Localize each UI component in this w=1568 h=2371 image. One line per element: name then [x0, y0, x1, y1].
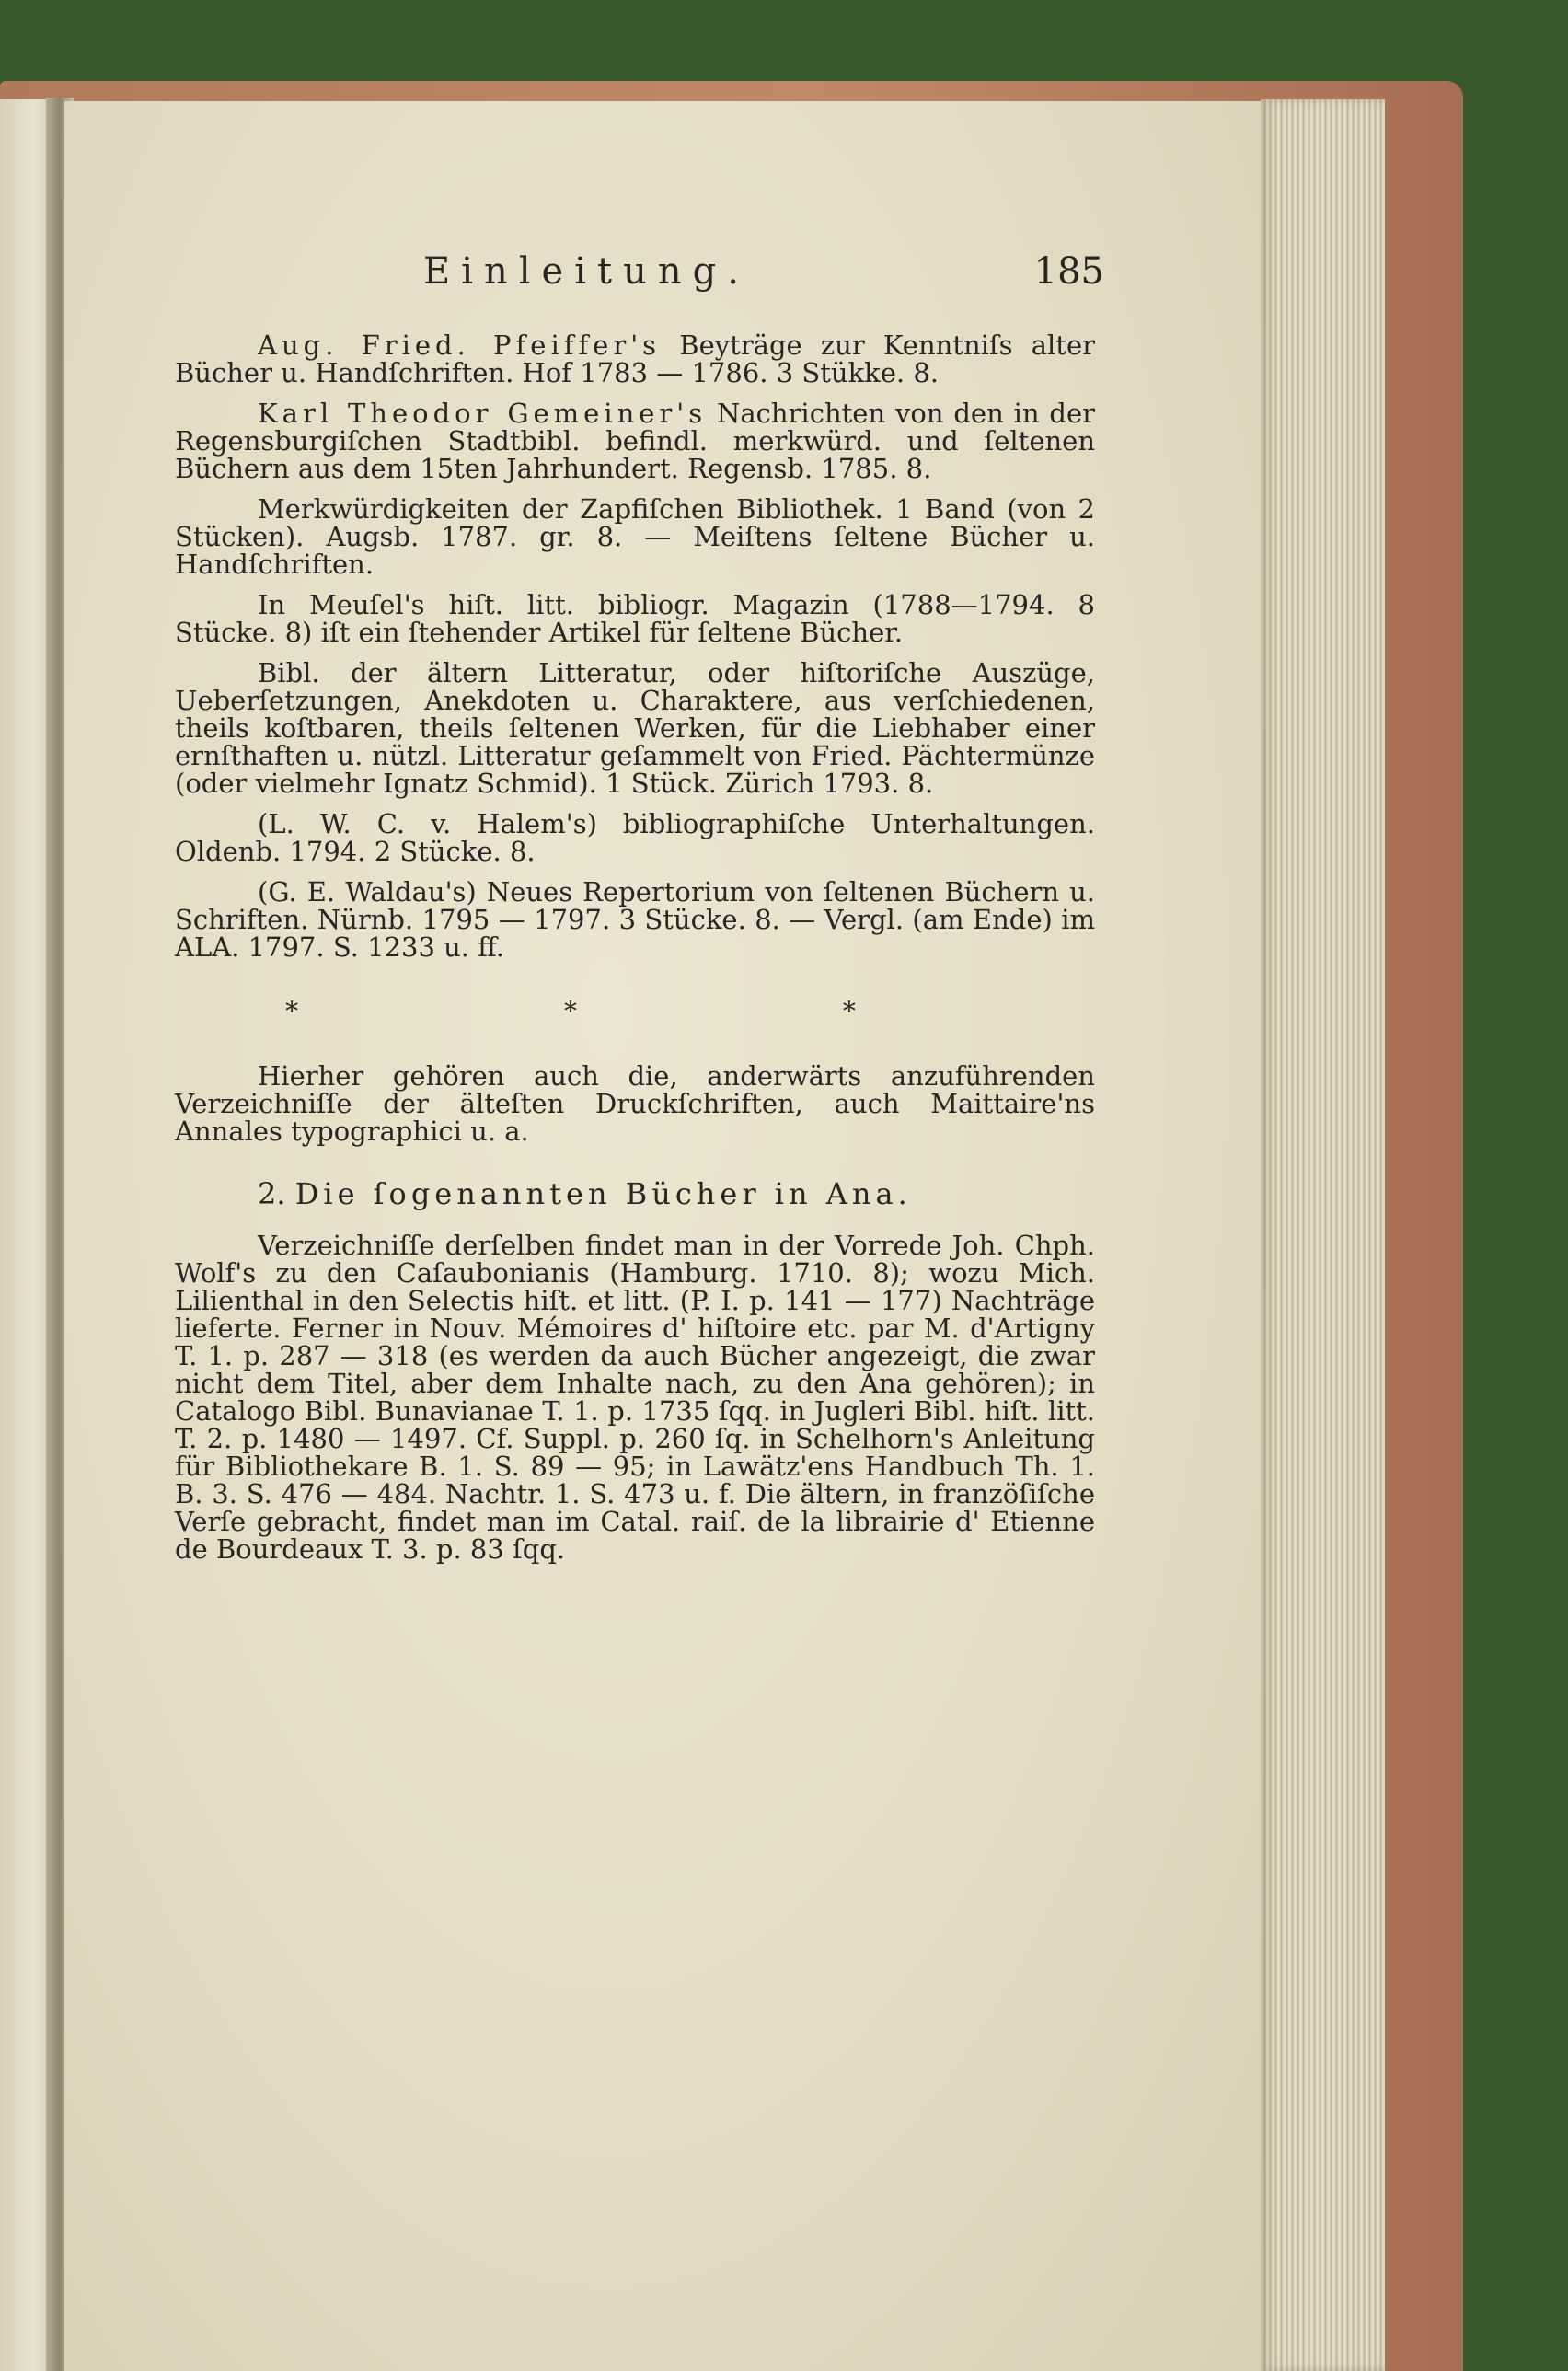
- running-title: Einleitung.: [423, 250, 750, 293]
- entry-lead: Aug. Fried. Pfeiffer's: [258, 330, 662, 361]
- entry-lead: Merkwürdigkeiten der Zapfiſchen Bibliothek.: [258, 493, 883, 525]
- note-paragraph: Hierher gehören auch die, anderwärts anzuführenden Verzeichniſſe der älteſten Druckſchriften, auch Maittaire'ns Annales typographici u. a.: [175, 1060, 1095, 1147]
- entry: [175, 810, 1095, 865]
- entry-text: der ältern Litteratur, oder hiſtoriſche Auszüge, Ueberſetzungen, Anekdoten u. Charaktere, aus verſchiedenen, theils koſtbaren, theils ſeltenen Werken, für die Liebhaber einer ernſthaften u. nützl. Litteratur geſammelt von Fried. Pächtermünze (oder vielmehr Ignatz Schmid). 1 Stück. Zürich 1793. 8.: [175, 657, 1095, 799]
- section-number: 2.: [258, 1176, 286, 1211]
- entry: [175, 659, 1095, 797]
- entry-text: Neues Repertorium von ſeltenen Büchern u. Schriften. Nürnb. 1795 — 1797. 3 Stücke. 8. — Vergl. (am Ende) im ALA. 1797. S. 1233 u. ff.: [175, 876, 1095, 963]
- section-heading: [175, 1176, 1095, 1211]
- entry: [175, 878, 1095, 961]
- entry-text: hiſt. litt. bibliogr. Magazin (1788—1794. 8 Stücke. 8) iſt ein ſtehender Artikel für ſeltene Bücher.: [175, 589, 1095, 648]
- entry: [175, 331, 1095, 387]
- entry-text: Nachrichten von den in der Regensburgiſchen Stadtbibl. befindl. merkwürd. und ſeltenen Büchern aus dem 15ten Jahrhundert. Regensb. 1785. 8.: [175, 398, 1095, 484]
- entry: [175, 399, 1095, 482]
- page-text: [175, 184, 1104, 1576]
- entry-text: bibliographiſche Unterhaltungen. Oldenb. 1794. 2 Stücke. 8.: [175, 808, 1095, 867]
- section-title: Die ſogenannten Bücher in Ana.: [294, 1176, 912, 1211]
- entry-lead: (L. W. C. v. Halem's): [258, 808, 597, 839]
- page-number: 185: [1033, 250, 1104, 293]
- entry-lead: Karl Theodor Gemeiner's: [258, 398, 708, 429]
- page-header: [175, 184, 1104, 293]
- entry-lead: (G. E. Waldau's): [258, 876, 477, 908]
- entry-text: Beyträge zur Kenntniſs alter Bücher u. Handſchriften. Hof 1783 — 1786. 3 Stükke. 8.: [175, 330, 1095, 388]
- entry: [175, 591, 1095, 646]
- entry: [175, 495, 1095, 578]
- entry-lead: Bibl.: [258, 657, 320, 688]
- page-block-edges: [1261, 99, 1385, 2371]
- section-paragraph: Verzeichniſſe derſelben findet man in der Vorrede Joh. Chph. Wolf's zu den Caſaubonianis (Hamburg. 1710. 8); wozu Mich. Lilienthal in den Selectis hiſt. et litt. (P. I. p. 141 — 177) Nachträge lieferte. Ferner in Nouv. Mémoires d' hiſtoire etc. par M. d'Artigny T. 1. p. 287 — 318 (es werden da auch Bücher angezeigt, die zwar nicht dem Titel, aber dem Inhalte nach, zu den Ana gehören); in Catalogo Bibl. Bunavianae T. 1. p. 1735 ſqq. in Jugleri Bibl. hiſt. litt. T. 2. p. 1480 — 1497. Cf. Suppl. p. 260 ſq. in Schelhorn's Anleitung für Bibliothekare B. 1. S. 89 — 95; in Lawätz'ens Handbuch Th. 1. B. 3. S. 476 — 484. Nachtr. 1. S. 473 u. f. Die ältern, in franzöſiſche Verſe gebracht, findet man im Catal. raiſ. de la librairie d' Etienne de Bourdeaux T. 3. p. 83 ſqq.: [175, 1230, 1095, 1565]
- separator-asterisks: * * *: [285, 996, 985, 1026]
- entry-lead: In Meuſel's: [258, 589, 425, 620]
- entry-text: 1 Band (von 2 Stücken). Augsb. 1787. gr. 8. — Meiſtens ſeltene Bücher u. Handſchriften.: [175, 493, 1095, 580]
